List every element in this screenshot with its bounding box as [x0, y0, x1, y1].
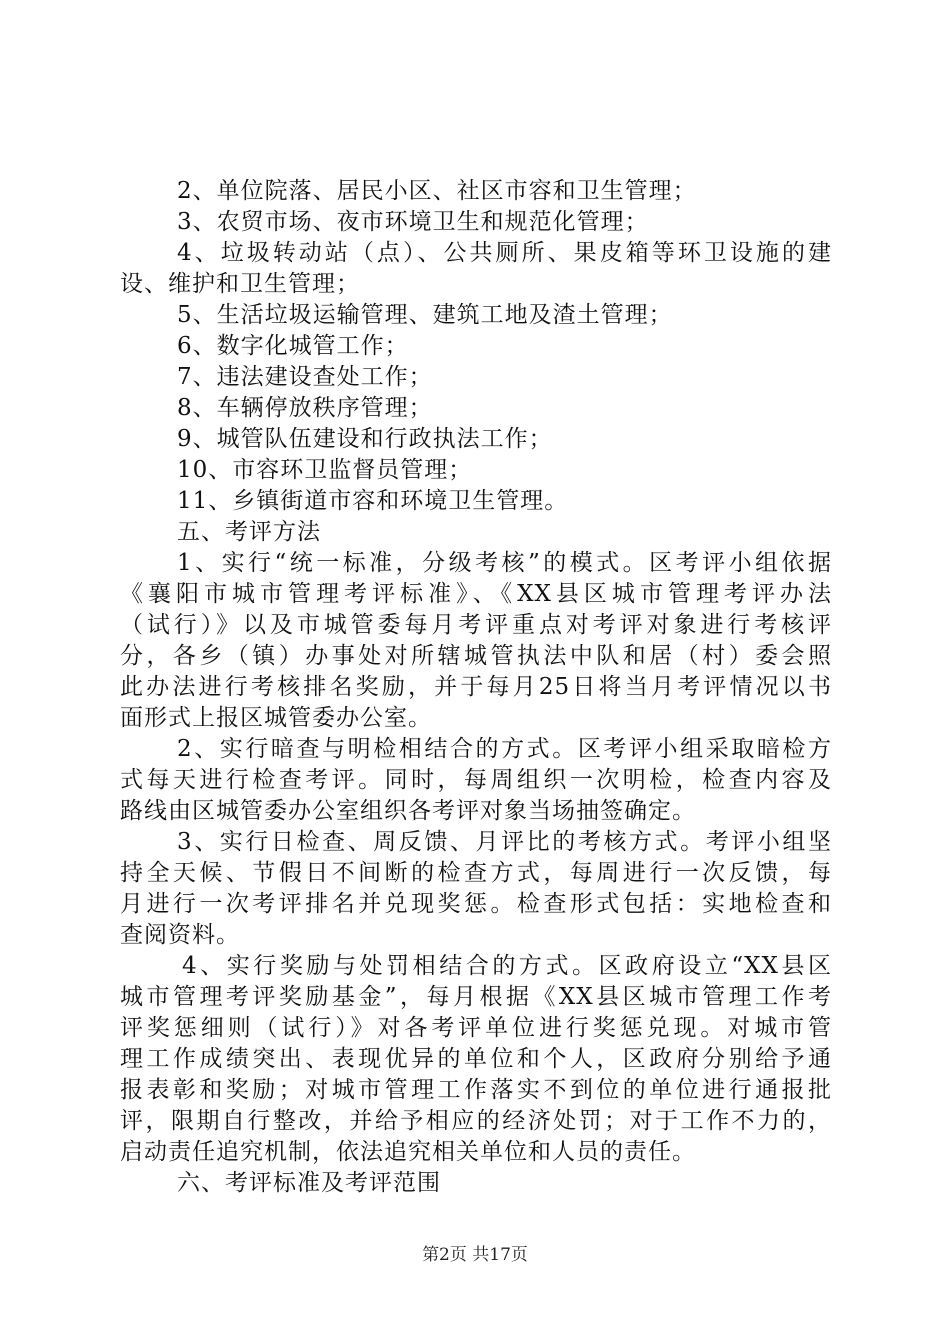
paragraph-line: 面形式上报区城管委办公室。	[120, 705, 432, 731]
paragraph-line: （试行）》以及市城管委每月考评重点对考评对象进行考核评	[120, 612, 832, 638]
list-item: 2、单位院落、居民小区、社区市容和卫生管理；	[177, 178, 697, 204]
list-item: 8、车辆停放秩序管理；	[177, 395, 433, 421]
page-number-footer: 第2页 共17页	[422, 1245, 528, 1265]
list-item: 9、城管队伍建设和行政执法工作；	[177, 426, 553, 452]
paragraph-line: 2、实行暗查与明检相结合的方式。区考评小组采取暗检方	[177, 736, 832, 762]
paragraph-line: 4、实行奖励与处罚相结合的方式。区政府设立“XX县区	[182, 953, 832, 979]
paragraph-line: 3、实行日检查、周反馈、月评比的考核方式。考评小组坚	[177, 829, 832, 855]
paragraph-line: 启动责任追究机制，依法追究相关单位和人员的责任。	[120, 1139, 696, 1165]
paragraph-line: 《襄阳市城市管理考评标准》、《XX县区城市管理考评办法	[120, 581, 832, 607]
list-item-continuation: 设、维护和卫生管理；	[120, 271, 360, 297]
paragraph-line: 查阅资料。	[120, 922, 240, 948]
list-item: 5、生活垃圾运输管理、建筑工地及渣土管理；	[177, 302, 673, 328]
list-item: 3、农贸市场、夜市环境卫生和规范化管理；	[177, 209, 649, 235]
paragraph-line: 城市管理考评奖励基金”，每月根据《XX县区城市管理工作考	[120, 984, 832, 1010]
list-item: 7、违法建设查处工作；	[177, 364, 433, 390]
list-item: 10、市容环卫监督员管理；	[177, 457, 473, 483]
paragraph-line: 路线由区城管委办公室组织各考评对象当场抽签确定。	[120, 798, 696, 824]
paragraph-line: 此办法进行考核排名奖励，并于每月25日将当月考评情况以书	[120, 674, 832, 700]
paragraph-line: 分，各乡（镇）办事处对所辖城管执法中队和居（村）委会照	[120, 643, 832, 669]
paragraph-line: 评奖惩细则（试行）》对各考评单位进行奖惩兑现。对城市管	[120, 1015, 832, 1041]
paragraph-line: 月进行一次考评排名并兑现奖惩。检查形式包括：实地检查和	[120, 891, 832, 917]
list-item: 4、垃圾转动站（点）、公共厕所、果皮箱等环卫设施的建	[177, 240, 832, 266]
document-body	[120, 176, 832, 1199]
paragraph-line: 理工作成绩突出、表现优异的单位和个人，区政府分别给予通	[120, 1046, 832, 1072]
paragraph-line: 式每天进行检查考评。同时，每周组织一次明检，检查内容及	[120, 767, 832, 793]
section-heading: 六、考评标准及考评范围	[177, 1170, 441, 1196]
paragraph-line: 评，限期自行整改，并给予相应的经济处罚；对于工作不力的，	[120, 1108, 832, 1134]
list-item: 11、乡镇街道市容和环境卫生管理。	[177, 488, 569, 514]
paragraph-line: 1、实行“统一标准，分级考核”的模式。区考评小组依据	[177, 550, 832, 576]
paragraph-line: 报表彰和奖励；对城市管理工作落实不到位的单位进行通报批	[120, 1077, 832, 1103]
list-item: 6、数字化城管工作；	[177, 333, 409, 359]
section-heading: 五、考评方法	[177, 519, 321, 545]
paragraph-line: 持全天候、节假日不间断的检查方式，每周进行一次反馈，每	[120, 860, 832, 886]
